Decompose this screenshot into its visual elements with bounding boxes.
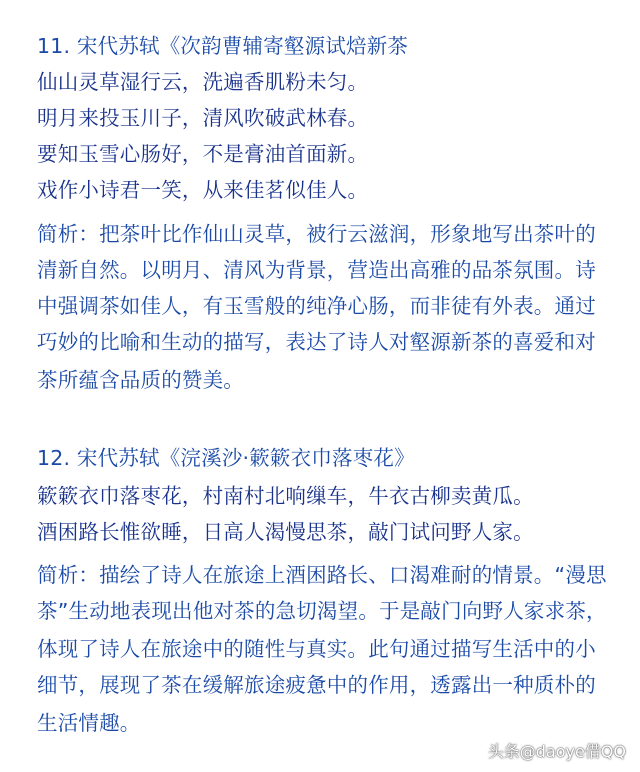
poem-12-title: 12. 宋代苏轼《浣溪沙·簌簌衣巾落枣花》 xyxy=(37,446,415,470)
poem-11-line-3: 要知玉雪心肠好，不是膏油首面新。 xyxy=(37,142,369,166)
poem-12-line-1: 簌簌衣巾落枣花，村南村北响缫车，牛衣古柳卖黄瓜。 xyxy=(37,484,534,508)
poem-11-analysis-line-1: 简析：把茶叶比作仙山灵草，被行云滋润，形象地写出茶叶的 xyxy=(37,222,596,246)
watermark: 头条@daoye借QQ xyxy=(487,742,626,761)
poem-12-analysis-line-4: 细节，展现了茶在缓解旅途疲惫中的作用，透露出一种质朴的 xyxy=(37,673,596,697)
poem-12-analysis-line-2: 茶”生动地表现出他对茶的急切渴望。于是敲门向野人家求茶， xyxy=(37,599,607,623)
poem-11-line-2: 明月来投玉川子，清风吹破武林春。 xyxy=(37,106,369,130)
poem-12-analysis-line-5: 生活情趣。 xyxy=(37,711,141,735)
poem-11-line-4: 戏作小诗君一笑，从来佳茗似佳人。 xyxy=(37,178,369,202)
poem-11-title: 11. 宋代苏轼《次韵曹辅寄壑源试焙新茶 xyxy=(37,34,409,58)
poem-11-analysis-line-5: 茶所蕴含品质的赞美。 xyxy=(37,368,244,392)
poem-11-analysis-line-4: 巧妙的比喻和生动的描写，表达了诗人对壑源新茶的喜爱和对 xyxy=(37,330,596,354)
poem-12-analysis-line-1: 简析：描绘了诗人在旅途上酒困路长、口渴难耐的情景。“漫思 xyxy=(37,563,607,587)
poem-11-line-1: 仙山灵草湿行云，洗遍香肌粉未匀。 xyxy=(37,70,369,94)
poem-11-analysis-line-3: 中强调茶如佳人，有玉雪般的纯净心肠，而非徒有外表。通过 xyxy=(37,294,596,318)
poem-11-analysis-line-2: 清新自然。以明月、清风为背景，营造出高雅的品茶氛围。诗 xyxy=(37,258,596,282)
poem-12-line-2: 酒困路长惟欲睡，日高人渴慢思茶，敲门试问野人家。 xyxy=(37,520,534,544)
poem-12-analysis-line-3: 体现了诗人在旅途中的随性与真实。此句通过描写生活中的小 xyxy=(37,637,596,661)
